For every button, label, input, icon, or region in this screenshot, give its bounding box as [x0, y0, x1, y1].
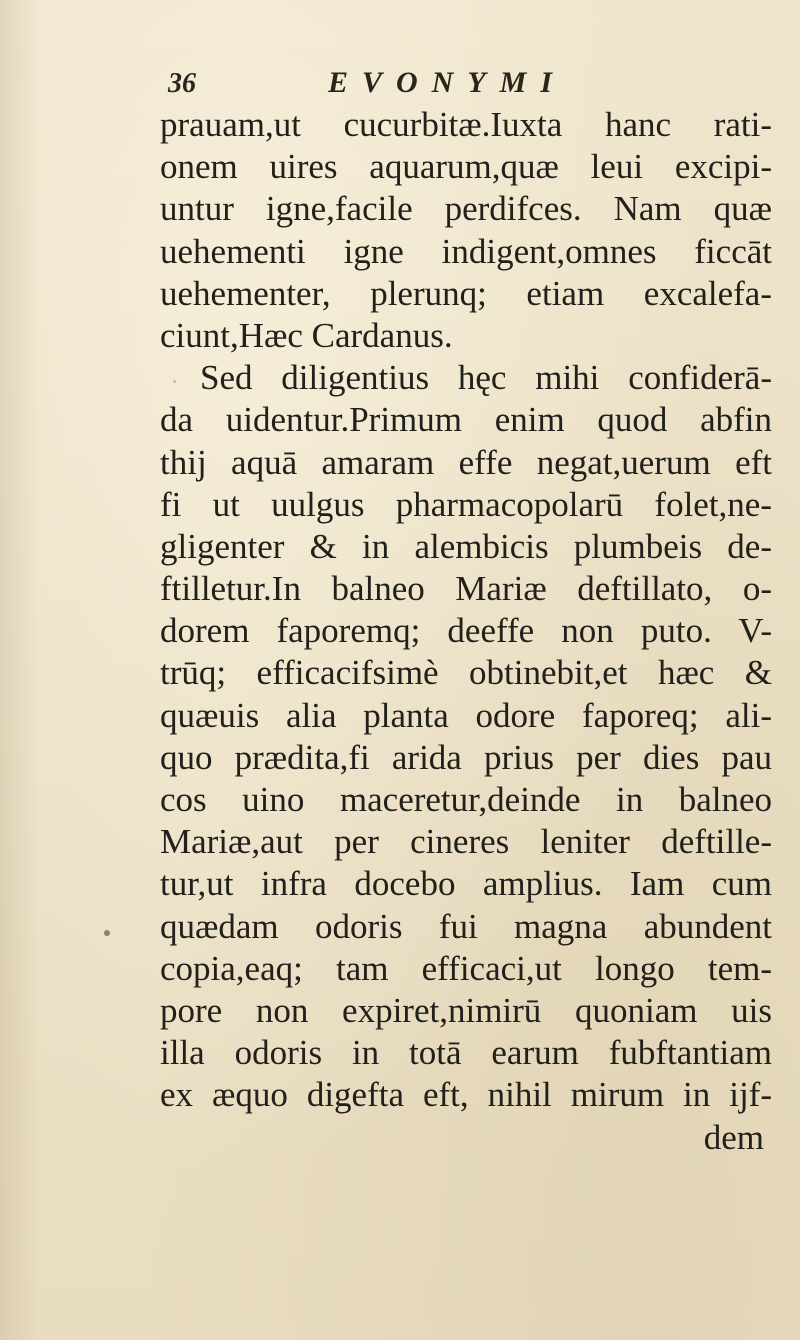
text-line: ex æquo digefta eft, nihil mirum in ijf- [160, 1075, 772, 1115]
text-line: Sed diligentius hęc mihi confiderā- [200, 358, 772, 398]
text-line: quædam odoris fui magna abundent [160, 906, 772, 946]
ink-speck [173, 380, 176, 383]
page-gutter-shadow [0, 0, 40, 1340]
text-line: dorem faporemq; deeffe non puto. V- [160, 611, 772, 651]
text-line: copia,eaq; tam efficaci,ut longo tem- [160, 948, 772, 988]
text-line: tur,ut infra docebo amplius. Iam cum [160, 864, 772, 904]
running-title: EVONYMI [328, 66, 567, 99]
text-line: onem uires aquarum,quæ leui excipi- [160, 147, 772, 187]
text-line: quo prædita,fi arida prius per dies pau [160, 737, 772, 777]
text-line: thij aquā amaram effe negat,uerum eft [160, 442, 772, 482]
text-line: Mariæ,aut per cineres leniter deftille- [160, 822, 772, 862]
text-line: uehementer, plerunq; etiam excalefa- [160, 273, 772, 313]
text-line: untur igne,facile perdifces. Nam quæ [160, 189, 772, 229]
catchword: dem [703, 1117, 764, 1157]
ink-speck [104, 930, 110, 936]
text-line: da uidentur.Primum enim quod abfin [160, 400, 772, 440]
text-line: gligenter & in alembicis plumbeis de- [160, 526, 772, 566]
page-number: 36 [168, 68, 196, 99]
text-line: cos uino maceretur,deinde in balneo [160, 780, 772, 819]
text-line: fi ut uulgus pharmacopolarū folet,ne- [160, 484, 772, 524]
text-line: illa odoris in totā earum fubftantiam [160, 1033, 772, 1073]
text-line: ciunt,Hæc Cardanus. [160, 315, 453, 355]
text-line: uehementi igne indigent,omnes ficcāt [160, 231, 772, 271]
text-line: prauam,ut cucurbitæ.Iuxta hanc rati- [160, 105, 772, 144]
text-line: ftilletur.In balneo Mariæ deftillato, o- [160, 569, 772, 609]
page-header [160, 62, 630, 102]
text-line: pore non expiret,nimirū quoniam uis [160, 990, 772, 1030]
text-line: quæuis alia planta odore faporeq; ali- [160, 695, 772, 735]
text-line: trūq; efficacifsimè obtinebit,et hæc & [160, 653, 772, 693]
body-text [160, 104, 772, 1159]
